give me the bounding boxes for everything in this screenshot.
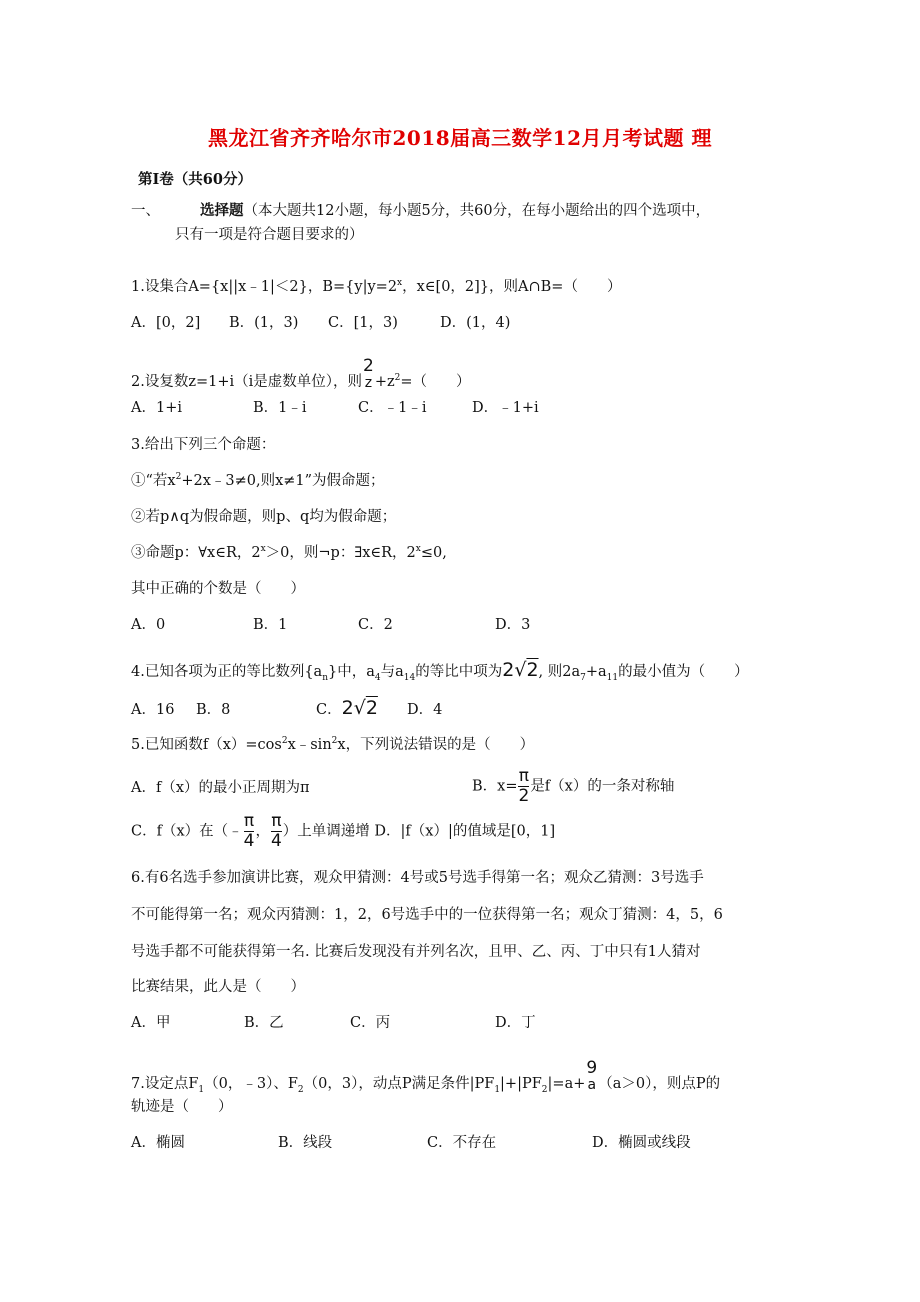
question-4-stem: [131, 660, 749, 682]
question-6-line-2: 不可能得第一名；观众丙猜测：1，2，6号选手中的一位获得第一名；观众丁猜测：4，5，6: [131, 907, 723, 923]
q1-option-b: B．(1，3): [229, 315, 299, 331]
q7-stem-f: （a＞0），则点P的: [598, 1076, 721, 1092]
q6-option-c: C．丙: [350, 1015, 391, 1031]
q7-stem-b: （0，﹣3）、F: [204, 1076, 298, 1092]
question-2-stem: [131, 356, 471, 398]
q5-c-a: C．f（x）在（﹣: [131, 823, 243, 840]
q3-option-b: B．1: [253, 617, 288, 633]
q1-option-c: C．[1，3): [328, 315, 398, 331]
q3-option-d: D．3: [495, 617, 531, 633]
question-3-stem: 3.给出下列三个命题：: [131, 437, 276, 453]
q5-b-num: π: [518, 766, 530, 786]
q1-stem-end: ，x∈[0，2]}，则A∩B=（ ）: [402, 279, 622, 295]
section-desc-2: 只有一项是符合题目要求的）: [175, 227, 364, 243]
q7-option-a: A．椭圆: [131, 1135, 185, 1151]
q7-sub-3: 1: [494, 1084, 501, 1095]
q3-p3-a: ③命题p：∀x∈R，2: [131, 545, 261, 561]
question-6-line-1: 6.有6名选手参加演讲比赛，观众甲猜测：4号或5号选手得第一名；观众乙猜测：3号选手: [131, 870, 704, 886]
q4-stem-a: 4.已知各项为正的等比数列{a: [131, 664, 323, 680]
question-6-line-4: 比赛结果，此人是（ ）: [131, 979, 305, 995]
q5-c-num-1: π: [243, 811, 255, 831]
question-1-stem: [131, 277, 621, 297]
q1-option-d: D．(1，4): [440, 315, 511, 331]
q2-option-d: D．﹣1+i: [472, 400, 539, 416]
q4-c-arg: 2: [365, 697, 378, 719]
q2-fraction: [363, 358, 374, 390]
q4-sub-11: 11: [606, 672, 619, 683]
q3-proposition-2: ②若p∧q为假命题，则p、q均为假命题；: [131, 509, 397, 525]
q5-b-fraction: [518, 768, 529, 805]
section-number: 一、: [131, 203, 160, 219]
q1-option-a: A．[0，2]: [131, 315, 201, 331]
q2-option-a: A．1+i: [131, 400, 182, 416]
q4-stem-b: }中，a: [328, 664, 375, 680]
q5-c-den-2: 4: [270, 831, 282, 851]
q7-option-b: B．线段: [278, 1135, 333, 1151]
q6-option-a: A．甲: [131, 1015, 171, 1031]
q7-frac-num: 9: [586, 1058, 598, 1078]
q5-c-b: ）上单调递增: [282, 823, 370, 840]
q7-fraction: [586, 1060, 597, 1092]
q4-option-c-label: C．: [316, 702, 342, 718]
q5-c-fraction-2: [271, 813, 282, 850]
q3-p1-sup: 2: [175, 472, 182, 483]
q7-stem-c: （0，3），动点P满足条件|PF: [303, 1076, 495, 1092]
q5-option-c-d: [131, 813, 555, 850]
q7-stem-e: |=a+: [547, 1076, 586, 1092]
q4-stem-d: 的等比中项为: [415, 664, 503, 680]
q4-stem-c: 与a: [380, 664, 404, 680]
q7-stem-a: 7.设定点F: [131, 1076, 199, 1092]
q2-stem-a: 2.设复数z=1+i（i是虚数单位），则: [131, 374, 363, 390]
q2-stem-c: =（ ）: [400, 374, 471, 390]
q4-stem-e: , 则2a: [538, 664, 581, 680]
q4-option-d: D．4: [407, 702, 443, 718]
q6-option-d: D．丁: [495, 1015, 536, 1031]
q4-option-c-radical: 2√2: [341, 697, 378, 719]
q5-stem-b: x﹣sin: [287, 737, 332, 753]
q5-c-mid: ，: [255, 823, 270, 840]
q5-c-num-2: π: [271, 811, 282, 831]
q7-sub-2: 2: [297, 1084, 304, 1095]
q3-p3-sup-1: x: [260, 544, 266, 555]
q4-sub-14: 14: [403, 672, 416, 683]
q7-sub-1: 1: [198, 1084, 205, 1095]
q4-rad-coef: 2: [502, 659, 515, 681]
section-desc-1: （本大题共12小题，每小题5分，共60分，在每小题给出的四个选项中，: [243, 203, 711, 219]
q3-p3-b: ＞0，则¬p：∃x∈R，2: [265, 545, 416, 561]
q2-frac-den: z: [364, 375, 373, 391]
q7-sub-4: 2: [541, 1084, 548, 1095]
q3-p1-b: +2x﹣3≠0,则x≠1”为假命题；: [181, 473, 385, 489]
q3-proposition-1: [131, 471, 385, 491]
question-7-stem: [131, 1058, 721, 1100]
q5-sup-2: 2: [331, 736, 338, 747]
q5-b-a: B．x=: [472, 778, 518, 795]
q4-option-b: B．8: [196, 702, 231, 718]
q6-option-b: B．乙: [244, 1015, 284, 1031]
q7-option-d: D．椭圆或线段: [592, 1135, 691, 1151]
q7-stem-d: |+|PF: [500, 1076, 542, 1092]
q5-option-a: A．f（x）的最小正周期为π: [131, 780, 310, 796]
q5-option-b: [472, 768, 674, 805]
section-name: 选择题: [200, 202, 244, 219]
q4-stem-g: 的最小值为（ ）: [618, 664, 749, 680]
q1-sup: x: [397, 278, 403, 289]
q3-p3-c: ≤0,: [420, 545, 447, 561]
q2-stem-b: +z: [374, 374, 395, 390]
q3-option-a: A．0: [131, 617, 166, 633]
q4-stem-f: +a: [585, 664, 607, 680]
q5-stem-c: x，下列说法错误的是（ ）: [337, 737, 535, 753]
q2-sup: 2: [394, 373, 401, 384]
q4-option-a: A．16: [131, 702, 175, 718]
q3-ask: 其中正确的个数是（ ）: [131, 581, 305, 597]
part-heading: 第Ⅰ卷（共60分）: [138, 171, 252, 188]
q1-stem-text: 1.设集合A={x||x﹣1|＜2}，B={y|y=2: [131, 279, 398, 295]
q2-frac-num: 2: [363, 356, 374, 376]
section-heading: [131, 201, 710, 221]
q3-option-c: C．2: [358, 617, 393, 633]
question-7-line-2: 轨迹是（ ）: [131, 1099, 233, 1115]
q5-sup-1: 2: [281, 736, 288, 747]
q4-sub-4: 4: [374, 672, 381, 683]
q5-c-fraction-1: [244, 813, 255, 850]
question-6-line-3: 号选手都不可能获得第一名. 比赛后发现没有并列名次，且甲、乙、丙、丁中只有1人猜对: [131, 944, 701, 960]
q4-sub-7: 7: [580, 672, 586, 683]
q7-frac-den: a: [587, 1077, 597, 1093]
q5-stem-a: 5.已知函数f（x）=cos: [131, 737, 282, 753]
page-title: 黑龙江省齐齐哈尔市2018届高三数学12月月考试题 理: [208, 126, 712, 150]
q3-p3-sup-2: x: [415, 544, 421, 555]
q3-p1-a: ①“若x: [131, 473, 176, 489]
q5-b-b: 是f（x）的一条对称轴: [530, 778, 675, 795]
q5-c-den-1: 4: [243, 831, 255, 851]
q2-option-c: C．﹣1﹣i: [358, 400, 427, 416]
q2-option-b: B．1﹣i: [253, 400, 307, 416]
q4-sub-n: n: [322, 672, 329, 683]
q4-c-coef: 2: [341, 697, 354, 719]
q4-option-c: [316, 698, 378, 720]
q5-option-d: D．|f（x）|的值域是[0，1]: [374, 823, 556, 840]
q3-proposition-3: [131, 543, 447, 563]
q4-rad-arg: 2: [526, 659, 539, 681]
q4-radical: 2√2: [502, 659, 539, 681]
q7-option-c: C．不存在: [427, 1135, 497, 1151]
q5-b-den: 2: [518, 786, 530, 806]
question-5-stem: [131, 735, 534, 755]
